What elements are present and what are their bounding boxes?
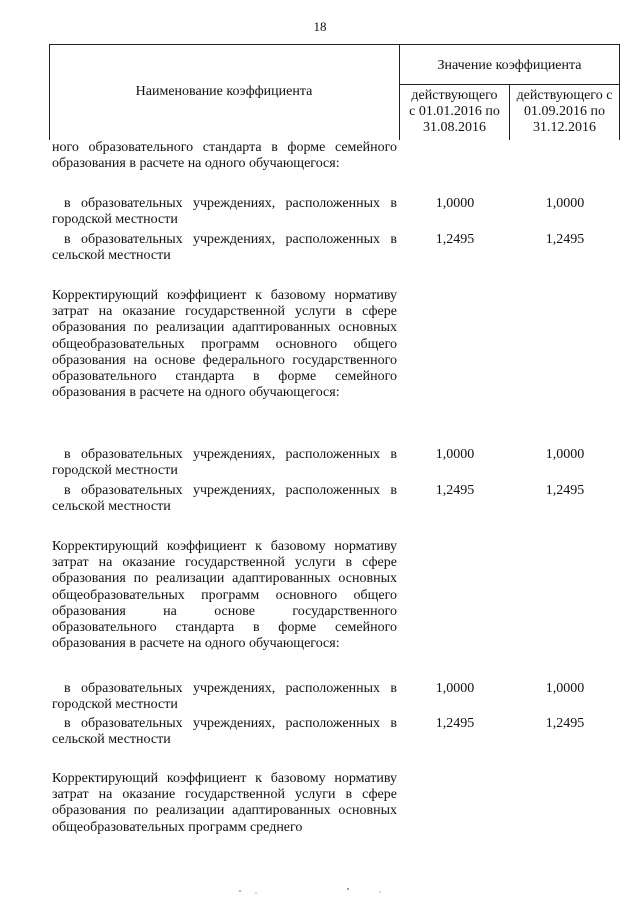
value-period1: 1,0000 (435, 196, 475, 211)
row-label: в образовательных учреждениях, расположенных в городской местности (52, 447, 397, 479)
row-label: в образовательных учреждениях, расположенных в городской местности (52, 196, 397, 228)
value-group-header: Значение коэффициента (437, 58, 582, 73)
period2-header: действующего с 01.09.2016 по 31.12.2016 (516, 88, 613, 135)
value-period2: 1,0000 (545, 447, 585, 462)
coefficient-title: Корректирующий коэффициент к базовому нормативу затрат на оказание государственной услуги в сфере образования по реализации адаптированных основных общеобразовательных программ основного общего образования на основе государственного образовательного стандарта в форме семейного образования в расчете на одного обучающегося: (52, 539, 397, 652)
value-period1: 1,2495 (435, 716, 475, 731)
continued-text: ного образовательного стандарта в форме семейного образования в расчете на одного обучающегося: (52, 140, 397, 172)
row-label: в образовательных учреждениях, расположенных в сельской местности (52, 716, 397, 748)
coefficient-title: Корректирующий коэффициент к базовому нормативу затрат на оказание государственной услуги в сфере образования по реализации адаптированных основных общеобразовательных программ основного общего образования на основе федерального государственного образовательного стандарта в форме семейного образования в расчете на одного обучающегося: (52, 288, 397, 401)
value-period1: 1,2495 (435, 483, 475, 498)
period1-header: действующего с 01.01.2016 по 31.08.2016 (409, 88, 500, 135)
value-period1: 1,0000 (435, 681, 475, 696)
row-label: в образовательных учреждениях, расположенных в сельской местности (52, 483, 397, 515)
scan-specks (230, 885, 430, 897)
value-period2: 1,0000 (545, 681, 585, 696)
value-period2: 1,2495 (545, 716, 585, 731)
value-period2: 1,0000 (545, 196, 585, 211)
table-header (49, 44, 620, 140)
value-period1: 1,0000 (435, 447, 475, 462)
row-label: в образовательных учреждениях, расположенных в сельской местности (52, 232, 397, 264)
value-period2: 1,2495 (545, 483, 585, 498)
coefficient-title: Корректирующий коэффициент к базовому нормативу затрат на оказание государственной услуги в сфере образования по реализации адаптированных основных общеобразовательных программ среднего (52, 771, 397, 835)
value-period2: 1,2495 (545, 232, 585, 247)
name-column-header: Наименование коэффициента (135, 84, 313, 99)
page-number: 18 (313, 19, 327, 34)
row-label: в образовательных учреждениях, расположенных в городской местности (52, 681, 397, 713)
value-period1: 1,2495 (435, 232, 475, 247)
